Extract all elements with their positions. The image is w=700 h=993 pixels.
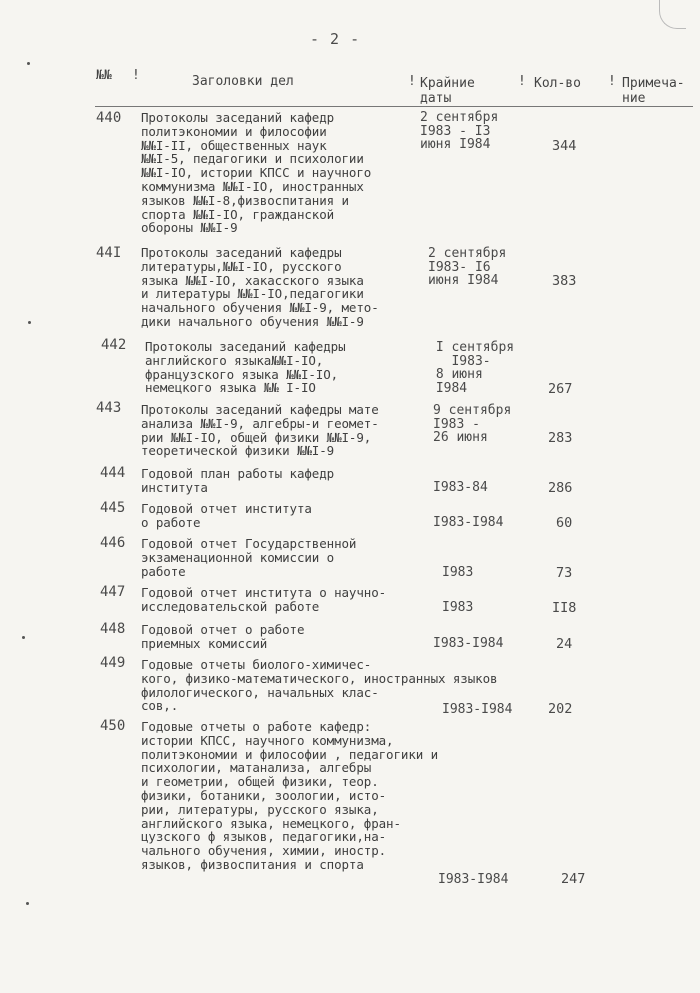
row-number: 44I <box>96 245 122 261</box>
row-title: Годовой отчет о работе приемных комиссий <box>141 622 305 651</box>
header-col-title: Заголовки дел <box>192 74 294 89</box>
row-number: 448 <box>100 621 126 637</box>
header-sep: ! <box>518 74 526 89</box>
header-sep: ! <box>408 74 416 89</box>
page-number: - 2 - <box>310 30 361 48</box>
row-number: 450 <box>100 718 126 734</box>
scan-speck <box>28 321 31 324</box>
row-dates: 2 сентября I983 - I3 июня I984 <box>420 110 499 152</box>
scan-speck <box>27 62 30 65</box>
row-number: 440 <box>96 110 122 126</box>
row-count: 283 <box>548 430 573 446</box>
row-title: Годовой отчет Государственной экзаменационной комиссии о работе <box>141 536 357 579</box>
row-dates: I983-I984 <box>438 872 509 887</box>
row-title: Годовой отчет института о работе <box>141 501 312 530</box>
row-title: Годовые отчеты о работе кафедр: истории КПСС, научного коммунизма, политэкономии и философии , педагогики и психологии, матанализа, алгебры и геометрии, общей физики, теор. физики, ботаники, зоологии, исто- рии, литературы, русского языка, английского языка, немецкого, фран- цузского ф языков, педагогики,на- чального обучения, химии, иностр. языков, физвоспитания и спорта <box>141 719 439 872</box>
row-title: Годовой план работы кафедр института <box>141 466 335 495</box>
scan-speck <box>22 636 25 639</box>
row-count: 73 <box>556 565 573 581</box>
row-title: Годовые отчеты биолого-химичес- кого, физико-математического, иностранных языков филологического, начальных клас- сов,. <box>141 657 498 714</box>
row-count: 247 <box>561 871 586 887</box>
header-sep: ! <box>132 68 140 83</box>
row-number: 444 <box>100 465 126 481</box>
row-count: 286 <box>548 480 573 496</box>
row-title: Протоколы заседаний кафедры мате анализа №№I-9, алгебры-и геомет- рии №№I-IO, общей физики №№I-9, теоретической физики №№I-9 <box>141 402 379 459</box>
header-sep: ! <box>608 74 616 89</box>
row-dates: I983-I984 <box>433 636 504 651</box>
header-col-num: №№ <box>96 68 112 83</box>
row-count: 344 <box>552 138 577 154</box>
row-dates: 9 сентября I983 - 26 июня <box>433 403 512 445</box>
row-number: 446 <box>100 535 126 551</box>
header-col-dates: Крайние даты <box>420 76 475 106</box>
row-number: 442 <box>101 337 127 353</box>
row-number: 449 <box>100 655 126 671</box>
scan-speck <box>26 902 29 905</box>
header-col-notes: Примеча-ние <box>622 76 685 106</box>
row-count: 60 <box>556 515 573 531</box>
row-count: 267 <box>548 381 573 397</box>
page-corner-fold <box>659 0 686 29</box>
row-count: 383 <box>552 273 577 289</box>
row-count: II8 <box>552 600 577 616</box>
row-dates: I983 <box>442 600 474 615</box>
row-number: 445 <box>100 500 126 516</box>
row-dates: I983-I984 <box>433 515 504 530</box>
row-dates: I сентября I983- 8 июня I984 <box>435 340 515 396</box>
row-dates: I983-I984 <box>442 702 513 717</box>
header-divider <box>95 106 693 107</box>
row-number: 447 <box>100 584 126 600</box>
row-title: Годовой отчет института о научно- исследовательской работе <box>141 585 387 614</box>
row-dates: I983-84 <box>433 480 488 495</box>
row-title: Протоколы заседаний кафедры английского языка№№I-IO, французского языка №№I-IO, немецкого языка №№ I-IO <box>145 339 346 396</box>
header-col-count: Кол-во <box>534 76 581 91</box>
row-count: 24 <box>556 636 573 652</box>
row-dates: I983 <box>442 565 474 580</box>
row-number: 443 <box>96 400 122 416</box>
row-title: Протоколы заседаний кафедр политэкономии и философии №№I-II, общественных наук №№I-5, педагогики и психологии №№I-IO, истории КПСС и научного коммунизма №№I-IO, иностранных языков №№I-8,физвоспитания и спорта №№I-IO, гражданской обороны №№I-9 <box>141 110 372 236</box>
row-title: Протоколы заседаний кафедры литературы,№№I-IO, русского языка №№I-IO, хакасского языка и литературы №№I-IO,педагогики начального обучения №№I-9, мето- дики начального обучения №№I-9 <box>141 245 379 329</box>
row-dates: 2 сентября I983- I6 июня I984 <box>428 246 507 288</box>
row-count: 202 <box>548 701 573 717</box>
